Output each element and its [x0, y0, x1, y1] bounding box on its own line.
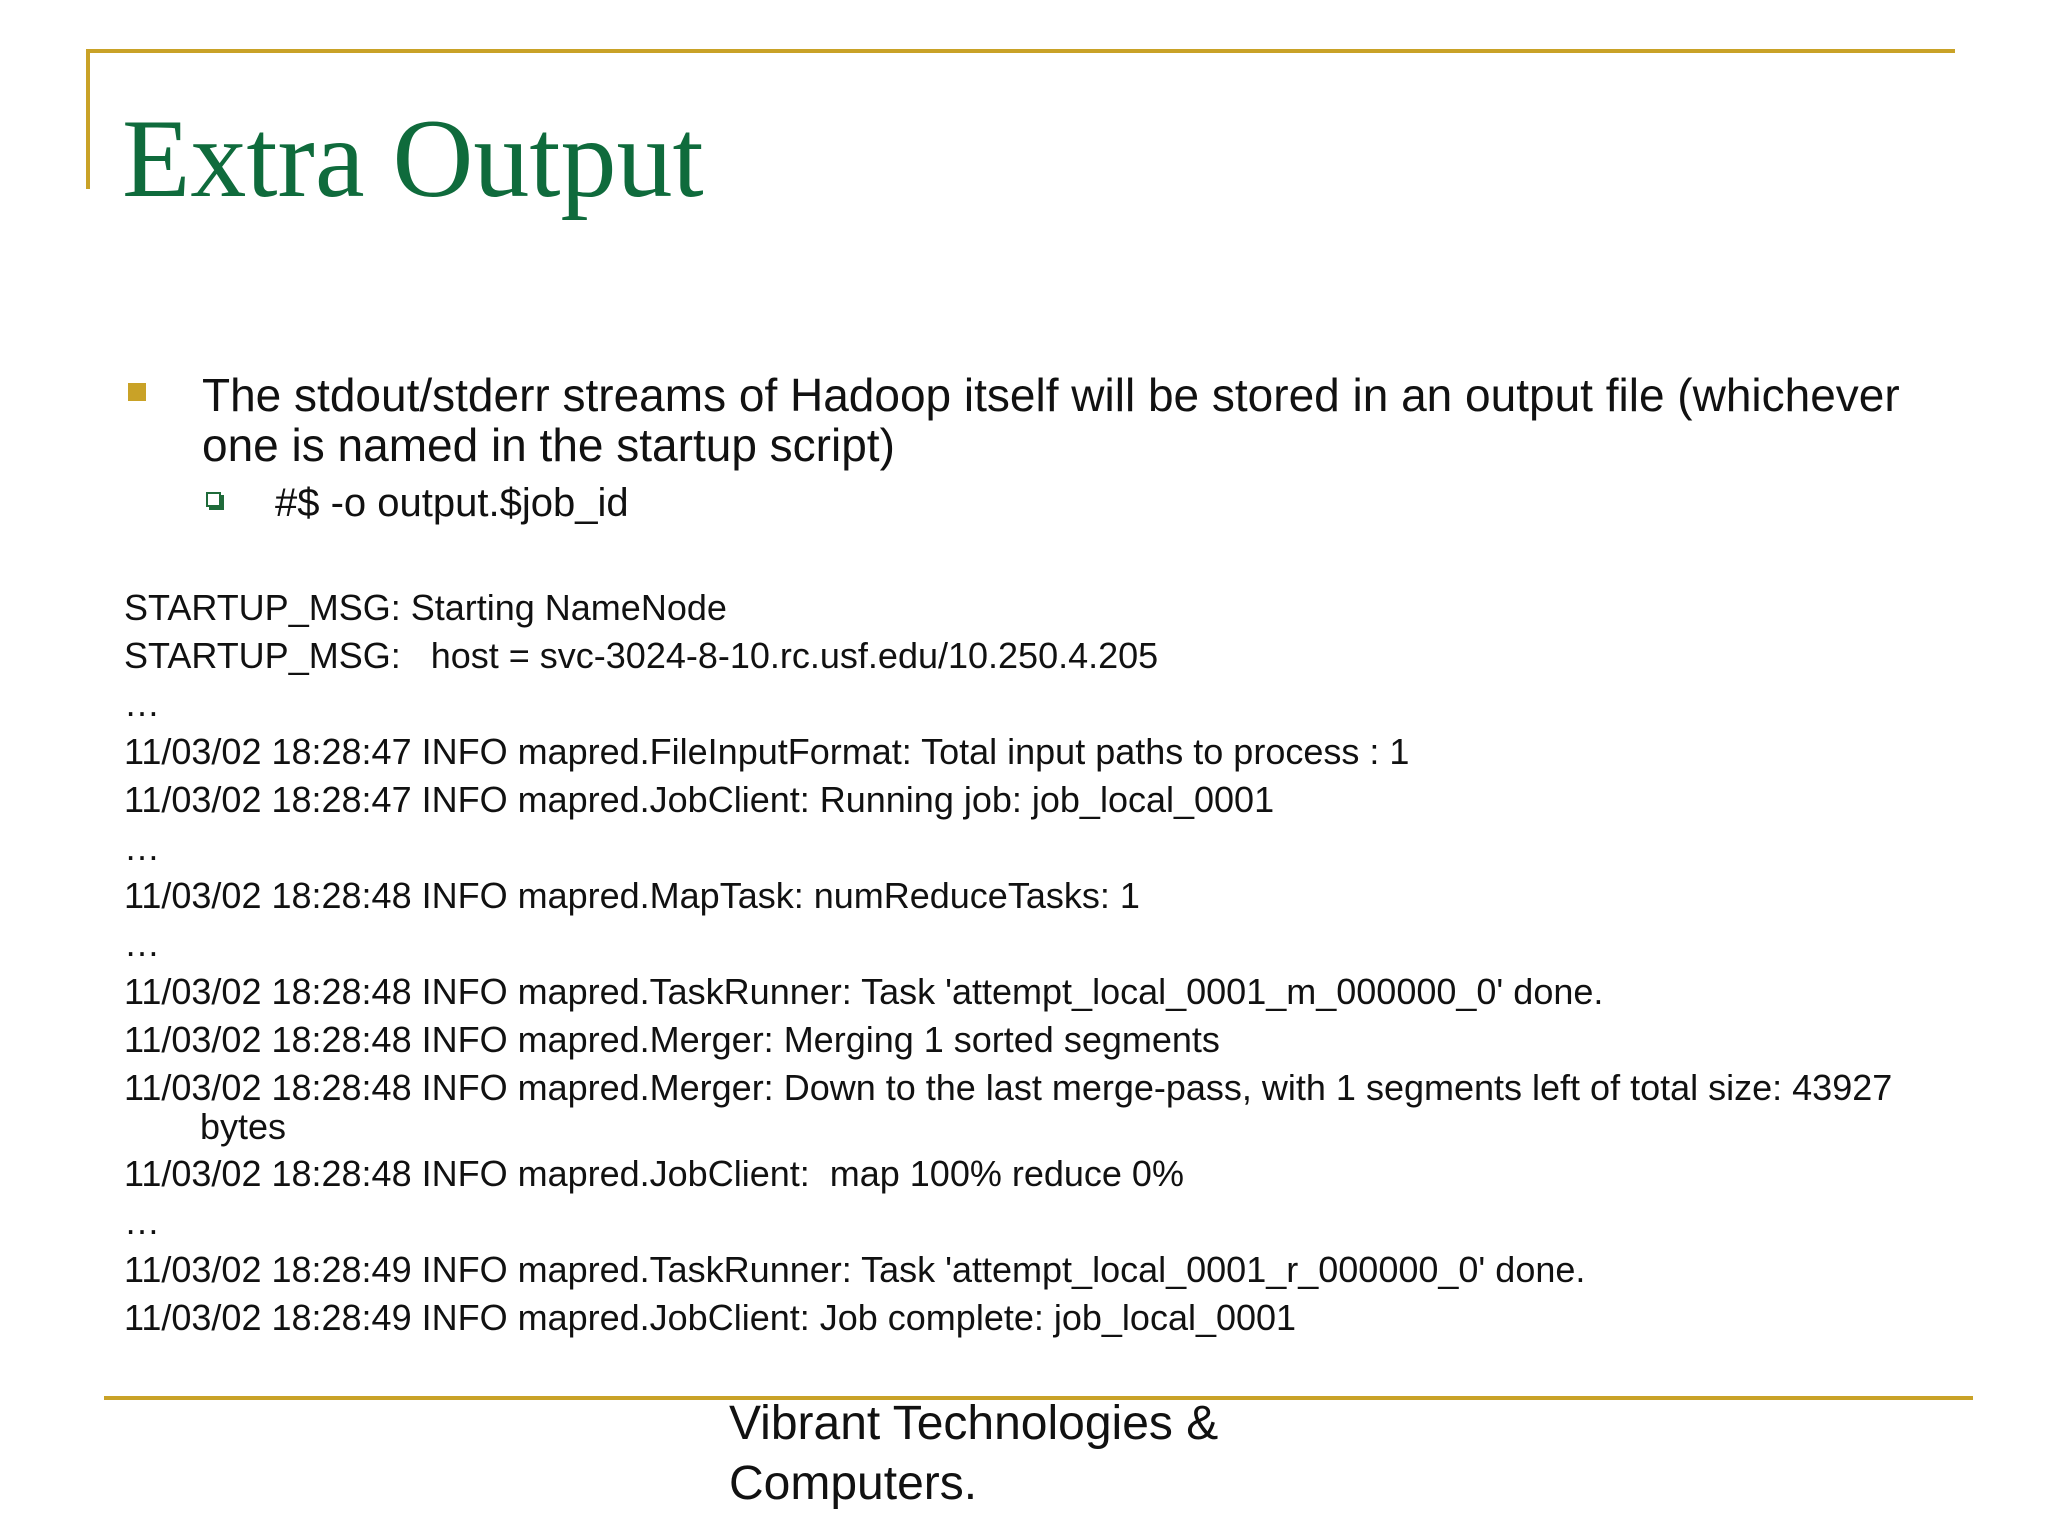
log-line: 11/03/02 18:28:48 INFO mapred.Merger: Merging 1 sorted segments	[124, 1019, 1220, 1060]
bullet-text: The stdout/stderr streams of Hadoop itself will be stored in an output file (whichever one is named in the startup script)	[202, 369, 1900, 471]
slide-title: Extra Output	[122, 97, 704, 221]
log-line: STARTUP_MSG: host = svc-3024-8-10.rc.usf.edu/10.250.4.205	[124, 635, 1159, 676]
log-line: 11/03/02 18:28:47 INFO mapred.FileInputFormat: Total input paths to process : 1	[124, 731, 1410, 772]
footer-line: Computers.	[729, 1457, 978, 1510]
log-line: 11/03/02 18:28:48 INFO mapred.MapTask: numReduceTasks: 1	[124, 875, 1140, 916]
checkbox-bullet-icon	[206, 492, 221, 507]
log-line: 11/03/02 18:28:48 INFO mapred.JobClient: map 100% reduce 0%	[124, 1153, 1184, 1194]
log-line: …	[124, 827, 160, 868]
log-line: …	[124, 923, 160, 964]
slide-frame-top-rule	[86, 49, 1955, 53]
log-line: …	[124, 1201, 160, 1242]
log-output	[124, 588, 1964, 1346]
sub-bullet-text: #$ -o output.$job_id	[275, 481, 629, 525]
slide-frame-left-rule	[86, 49, 90, 189]
footer-credit	[729, 1394, 1429, 1514]
log-line: 11/03/02 18:28:47 INFO mapred.JobClient: Running job: job_local_0001	[124, 779, 1275, 820]
log-line: 11/03/02 18:28:49 INFO mapred.TaskRunner: Task 'attempt_local_0001_r_000000_0' done.	[124, 1249, 1586, 1290]
log-line: 11/03/02 18:28:48 INFO mapred.Merger: Down to the last merge-pass, with 1 segments left of total size: 43927 bytes	[124, 1067, 1903, 1147]
log-line: 11/03/02 18:28:48 INFO mapred.TaskRunner: Task 'attempt_local_0001_m_000000_0' done.	[124, 971, 1604, 1012]
square-bullet-icon	[128, 383, 146, 401]
log-line: 11/03/02 18:28:49 INFO mapred.JobClient: Job complete: job_local_0001	[124, 1297, 1297, 1338]
log-line: STARTUP_MSG: Starting NameNode	[124, 587, 727, 628]
log-line: …	[124, 683, 160, 724]
footer-line: Vibrant Technologies &	[729, 1397, 1219, 1450]
